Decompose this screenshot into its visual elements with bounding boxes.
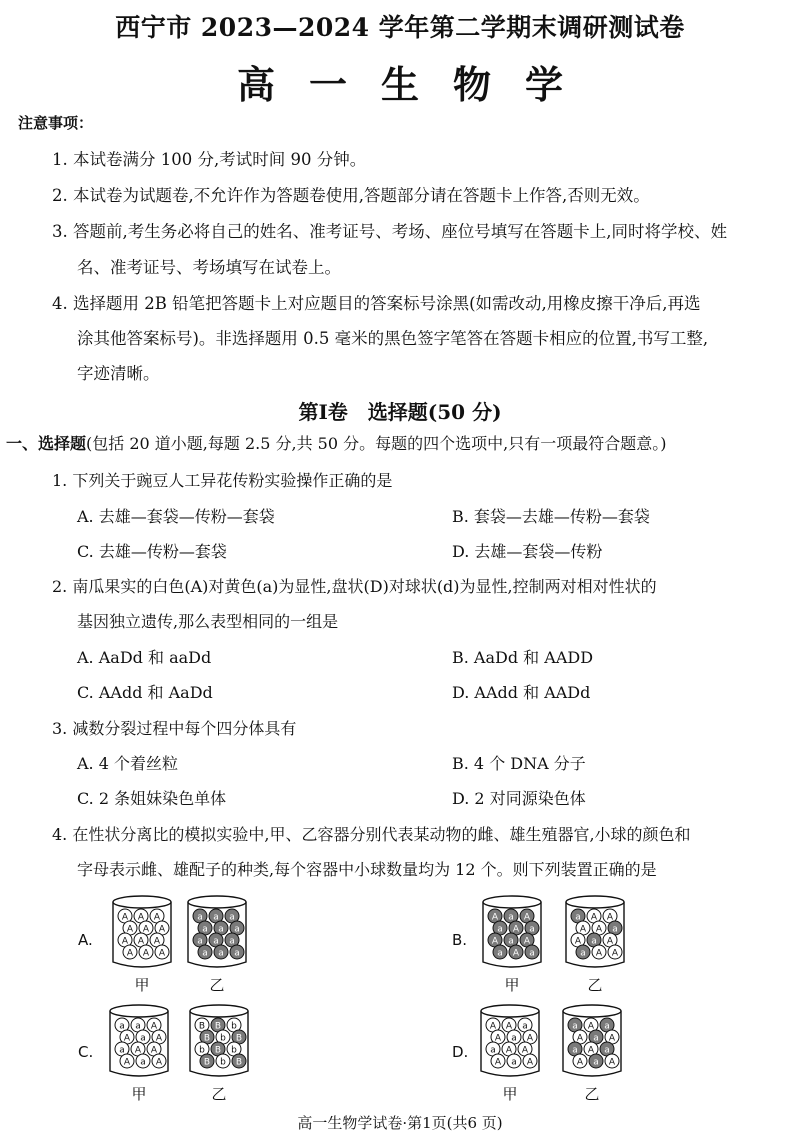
ball-letter: a: [511, 1033, 517, 1044]
ball-letter: A: [590, 912, 598, 923]
ball-letter: b: [199, 1045, 205, 1056]
ball-letter: A: [123, 1057, 131, 1068]
ball-letter: A: [126, 924, 134, 935]
notice-item: 1. 本试卷满分 100 分,考试时间 90 分钟。: [52, 150, 367, 169]
ball-letter: a: [522, 1021, 528, 1032]
question-stem: 1. 下列关于豌豆人工异花传粉实验操作正确的是: [52, 471, 393, 490]
ball-letter: A: [595, 924, 603, 935]
ball-letter: A: [491, 912, 499, 923]
jar-rim: [190, 1005, 248, 1017]
ball-letter: A: [523, 912, 531, 923]
jar-label: 乙: [211, 1085, 227, 1103]
ball-letter: A: [611, 948, 619, 959]
ball-letter: A: [587, 1021, 595, 1032]
ball-letter: a: [612, 924, 618, 935]
ball-letter: A: [137, 936, 145, 947]
question-stem: 3. 减数分裂过程中每个四分体具有: [52, 719, 297, 738]
jar-label: 甲: [134, 976, 150, 994]
section-heading-label: 一、选择题: [6, 434, 87, 453]
ball-letter: a: [508, 936, 514, 947]
ball-letter: B: [214, 1021, 222, 1032]
jar: [481, 1005, 539, 1103]
figure-option-label: C.: [78, 1043, 94, 1061]
ball-letter: a: [197, 912, 203, 923]
ball-letter: B: [203, 1057, 211, 1068]
ball-letter: a: [119, 1021, 125, 1032]
ball-letter: A: [494, 1057, 502, 1068]
question-stem: 2. 南瓜果实的白色(A)对黄色(a)为显性,盘状(D)对球状(d)为显性,控制两对相对性状的: [52, 577, 657, 596]
ball-letter: a: [580, 948, 586, 959]
question-stem: 4. 在性状分离比的模拟实验中,甲、乙容器分别代表某动物的雌、雄生殖器官,小球的颜色和: [52, 825, 691, 844]
question-stem: 字母表示雌、雄配子的种类,每个容器中小球数量均为 12 个。则下列装置正确的是: [77, 860, 657, 879]
ball-letter: a: [202, 924, 208, 935]
ball-letter: B: [235, 1033, 243, 1044]
ball-letter: a: [119, 1045, 125, 1056]
ball-letter: a: [234, 948, 240, 959]
jar-rim: [110, 1005, 168, 1017]
ball-letter: a: [508, 912, 514, 923]
ball-letter: a: [234, 924, 240, 935]
jar-rim: [566, 896, 624, 908]
section-heading-text: (包括 20 道小题,每题 2.5 分,共 50 分。每题的四个选项中,只有一项最符合题意。): [86, 434, 667, 453]
ball-letter: A: [158, 924, 166, 935]
option-b: B. 套袋—去雄—传粉—套袋: [452, 507, 650, 526]
ball-letter: A: [512, 924, 520, 935]
ball-letter: a: [591, 936, 597, 947]
ball-letter: a: [604, 1021, 610, 1032]
ball-letter: a: [218, 948, 224, 959]
ball-letter: a: [575, 912, 581, 923]
jar: [190, 1005, 248, 1103]
ball-letter: A: [150, 1045, 158, 1056]
ball-letter: A: [526, 1033, 534, 1044]
ball-letter: a: [213, 912, 219, 923]
jar-label: 甲: [131, 1085, 147, 1103]
jar-rim: [113, 896, 171, 908]
ball-letter: A: [526, 1057, 534, 1068]
figure-option-label: B.: [452, 931, 468, 949]
ball-letter: A: [134, 1045, 142, 1056]
option-a: A. AaDd 和 aaDd: [77, 648, 212, 667]
ball-letter: A: [153, 936, 161, 947]
ball-letter: a: [497, 948, 503, 959]
jar-rim: [483, 896, 541, 908]
jar-rim: [481, 1005, 539, 1017]
option-b: B. AaDd 和 AADD: [452, 648, 594, 667]
ball-letter: a: [213, 936, 219, 947]
ball-letter: A: [587, 1045, 595, 1056]
ball-letter: b: [231, 1045, 237, 1056]
jar-label: 乙: [209, 976, 225, 994]
ball-letter: A: [608, 1057, 616, 1068]
ball-letter: a: [593, 1057, 599, 1068]
ball-letter: A: [121, 912, 129, 923]
jar: [566, 896, 624, 994]
ball-letter: a: [604, 1045, 610, 1056]
ball-letter: A: [158, 948, 166, 959]
ball-letter: b: [220, 1033, 226, 1044]
option-c: C. 去雄—传粉—套袋: [77, 542, 227, 561]
ball-letter: a: [202, 948, 208, 959]
ball-letter: A: [608, 1033, 616, 1044]
section-title: 第Ⅰ卷 选择题(50 分): [298, 400, 502, 424]
ball-letter: A: [521, 1045, 529, 1056]
ball-letter: A: [489, 1021, 497, 1032]
ball-letter: B: [203, 1033, 211, 1044]
ball-letter: A: [121, 936, 129, 947]
ball-letter: A: [574, 936, 582, 947]
option-c: C. 2 条姐妹染色单体: [77, 789, 227, 808]
ball-letter: A: [126, 948, 134, 959]
figure-option-label: D.: [452, 1043, 469, 1061]
ball-letter: a: [529, 924, 535, 935]
ball-letter: a: [197, 936, 203, 947]
jar: [110, 1005, 168, 1103]
page-footer: 高一生物学试卷·第1页(共6 页): [297, 1114, 503, 1132]
jar: [483, 896, 541, 994]
exam-title: 西宁市 2023—2024 学年第二学期末调研测试卷: [115, 13, 685, 42]
ball-letter: A: [150, 1021, 158, 1032]
jar: [113, 896, 171, 994]
ball-letter: A: [137, 912, 145, 923]
jar: [563, 1005, 621, 1103]
ball-letter: A: [576, 1033, 584, 1044]
ball-letter: A: [606, 936, 614, 947]
ball-letter: A: [595, 948, 603, 959]
ball-letter: a: [497, 924, 503, 935]
option-a: A. 去雄—套袋—传粉—套袋: [77, 507, 275, 526]
notice-item: 2. 本试卷为试题卷,不允许作为答题卷使用,答题部分请在答题卡上作答,否则无效。: [52, 186, 650, 205]
ball-letter: A: [491, 936, 499, 947]
ball-letter: A: [155, 1057, 163, 1068]
option-d: D. 2 对同源染色体: [452, 789, 586, 808]
ball-letter: a: [511, 1057, 517, 1068]
notice-heading: 注意事项：: [18, 114, 94, 132]
ball-letter: A: [142, 924, 150, 935]
ball-letter: A: [512, 948, 520, 959]
jar-rim: [188, 896, 246, 908]
ball-letter: a: [229, 912, 235, 923]
ball-letter: b: [231, 1021, 237, 1032]
ball-letter: A: [579, 924, 587, 935]
jar: [188, 896, 246, 994]
ball-letter: a: [218, 924, 224, 935]
ball-letter: A: [606, 912, 614, 923]
option-b: B. 4 个 DNA 分子: [452, 754, 586, 773]
ball-letter: A: [494, 1033, 502, 1044]
ball-letter: A: [523, 936, 531, 947]
option-c: C. AAdd 和 AaDd: [77, 683, 213, 702]
ball-letter: A: [123, 1033, 131, 1044]
ball-letter: a: [135, 1021, 141, 1032]
jar-label: 甲: [504, 976, 520, 994]
figure-option-label: A.: [78, 931, 93, 949]
ball-letter: B: [198, 1021, 206, 1032]
ball-letter: A: [142, 948, 150, 959]
subject-title: 高一生物学: [236, 62, 597, 107]
notice-item: 4. 选择题用 2B 铅笔把答题卡上对应题目的答案标号涂黑(如需改动,用橡皮擦干净后,再选: [52, 294, 701, 313]
question-stem: 基因独立遗传,那么表型相同的一组是: [77, 612, 339, 631]
ball-letter: a: [229, 936, 235, 947]
ball-letter: b: [220, 1057, 226, 1068]
ball-letter: A: [576, 1057, 584, 1068]
ball-letter: a: [593, 1033, 599, 1044]
ball-letter: A: [155, 1033, 163, 1044]
notice-item: 涂其他答案标号)。非选择题用 0.5 毫米的黑色签字笔答在答题卡相应的位置,书写工整,: [77, 329, 709, 348]
ball-letter: a: [529, 948, 535, 959]
option-d: D. AAdd 和 AADd: [452, 683, 591, 702]
ball-letter: a: [140, 1033, 146, 1044]
jar-label: 甲: [502, 1085, 518, 1103]
ball-letter: a: [140, 1057, 146, 1068]
ball-letter: A: [153, 912, 161, 923]
jar-rim: [563, 1005, 621, 1017]
jar-label: 乙: [584, 1085, 600, 1103]
ball-letter: B: [235, 1057, 243, 1068]
ball-letter: B: [214, 1045, 222, 1056]
jar-label: 乙: [587, 976, 603, 994]
ball-letter: a: [572, 1021, 578, 1032]
ball-letter: a: [572, 1045, 578, 1056]
ball-letter: a: [490, 1045, 496, 1056]
notice-item: 名、准考证号、考场填写在试卷上。: [77, 258, 341, 277]
option-d: D. 去雄—套袋—传粉: [452, 542, 603, 561]
ball-letter: A: [505, 1021, 513, 1032]
notice-item: 3. 答题前,考生务必将自己的姓名、准考证号、考场、座位号填写在答题卡上,同时将学校、姓: [52, 222, 727, 241]
ball-letter: A: [505, 1045, 513, 1056]
notice-item: 字迹清晰。: [77, 364, 160, 383]
option-a: A. 4 个着丝粒: [77, 754, 178, 773]
